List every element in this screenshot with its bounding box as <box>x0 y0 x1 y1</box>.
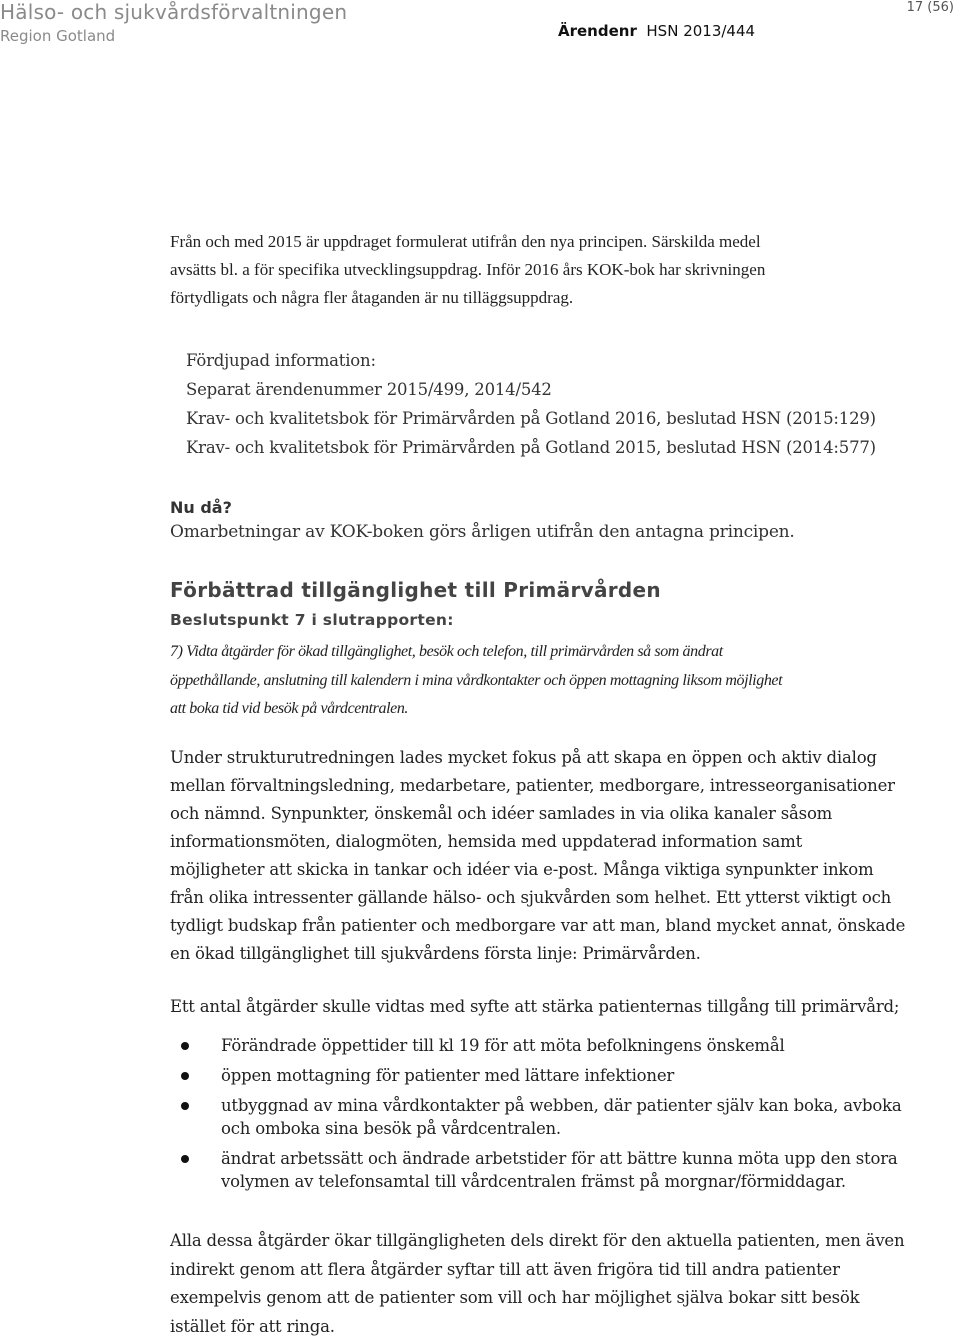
further-information <box>186 346 926 462</box>
paragraph-line: Under strukturutredningen lades mycket fokus på att skapa en öppen och aktiv dialog <box>170 744 910 772</box>
paragraph-line: informationsmöten, dialogmöten, hemsida med uppdaterad information samt <box>170 828 910 856</box>
closing-paragraph <box>170 1227 910 1341</box>
quote-line: 7) Vidta åtgärder för ökad tillgänglighet, besök och telefon, till primärvården så som ändrat <box>170 638 910 667</box>
paragraph-line: möjligheter att skicka in tankar och idéer via e-post. Många viktiga synpunkter inkom <box>170 856 910 884</box>
info-line: Separat ärendenummer 2015/499, 2014/542 <box>186 375 926 404</box>
info-line: Fördjupad information: <box>186 346 926 375</box>
list-item-line: volymen av telefonsamtal till vårdcentralen främst på morgnar/förmiddagar. <box>221 1170 935 1193</box>
nu-da-heading: Nu då? <box>170 498 910 517</box>
paragraph-line: istället för att ringa. <box>170 1313 910 1341</box>
paragraph-line: mellan förvaltningsledning, medarbetare, patienter, medborgare, intresseorganisationer <box>170 772 910 800</box>
intro-line: Från och med 2015 är uppdraget formulerat utifrån den nya principen. Särskilda medel <box>170 228 910 256</box>
bullet-icon <box>181 1102 189 1110</box>
section-title: Förbättrad tillgänglighet till Primärvården <box>170 578 910 602</box>
list-item <box>175 1064 935 1087</box>
bullet-icon <box>181 1072 189 1080</box>
paragraph-line: Alla dessa åtgärder ökar tillgängligheten dels direkt för den aktuella patienten, men även <box>170 1227 910 1256</box>
paragraph-line: tydligt budskap från patienter och medborgare var att man, bland mycket annat, önskade <box>170 912 910 940</box>
list-item-line: Förändrade öppettider till kl 19 för att möta befolkningens önskemål <box>221 1034 935 1057</box>
paragraph-line: exempelvis genom att de patienter som vill och har möjlighet själva bokar sitt besök <box>170 1284 910 1313</box>
quote-line: öppethållande, anslutning till kalendern i mina vårdkontakter och öppen mottagning liksom möjlighet <box>170 667 910 696</box>
measures-intro-text: Ett antal åtgärder skulle vidtas med syfte att stärka patienternas tillgång till primärvård; <box>170 997 910 1016</box>
quote-line: att boka tid vid besök på vårdcentralen. <box>170 695 910 724</box>
page-number: 17 (56) <box>907 0 954 15</box>
measures-intro <box>170 997 910 1016</box>
info-line: Krav- och kvalitetsbok för Primärvården på Gotland 2015, beslutad HSN (2014:577) <box>186 433 926 462</box>
organization-name: Hälso- och sjukvårdsförvaltningen <box>0 0 347 24</box>
region-name: Region Gotland <box>0 27 115 45</box>
list-item-line: ändrat arbetssätt och ändrade arbetstider för att bättre kunna möta upp den stora <box>221 1147 935 1170</box>
intro-line: förtydligats och några fler åtaganden är nu tilläggsuppdrag. <box>170 284 910 312</box>
paragraph-line: och nämnd. Synpunkter, önskemål och idéer samlades in via olika kanaler såsom <box>170 800 910 828</box>
body-paragraph <box>170 744 910 968</box>
bullet-icon <box>181 1042 189 1050</box>
paragraph-line: indirekt genom att flera åtgärder syftar till att även frigöra tid till andra patienter <box>170 1256 910 1285</box>
case-number <box>558 22 755 40</box>
bullet-icon <box>181 1155 189 1163</box>
list-item-line: och omboka sina besök på vårdcentralen. <box>221 1117 935 1140</box>
list-item-line: utbyggnad av mina vårdkontakter på webben, där patienter själv kan boka, avboka <box>221 1094 935 1117</box>
info-line: Krav- och kvalitetsbok för Primärvården på Gotland 2016, beslutad HSN (2015:129) <box>186 404 926 433</box>
list-item <box>175 1094 935 1140</box>
case-value: HSN 2013/444 <box>646 22 755 40</box>
intro-line: avsätts bl. a för specifika utvecklingsuppdrag. Inför 2016 års KOK-bok har skrivningen <box>170 256 910 284</box>
measures-list <box>175 1034 935 1200</box>
list-item-line: öppen mottagning för patienter med lättare infektioner <box>221 1064 935 1087</box>
section-subtitle: Beslutspunkt 7 i slutrapporten: <box>170 611 910 629</box>
paragraph-line: en ökad tillgänglighet till sjukvårdens första linje: Primärvården. <box>170 940 910 968</box>
intro-paragraph <box>170 228 910 312</box>
paragraph-line: från olika intressenter gällande hälso- och sjukvården som helhet. Ett ytterst viktigt och <box>170 884 910 912</box>
nu-da-text: Omarbetningar av KOK-boken görs årligen utifrån den antagna principen. <box>170 522 910 542</box>
list-item <box>175 1147 935 1193</box>
decision-quote <box>170 638 910 724</box>
list-item <box>175 1034 935 1057</box>
case-label: Ärendenr <box>558 22 637 40</box>
